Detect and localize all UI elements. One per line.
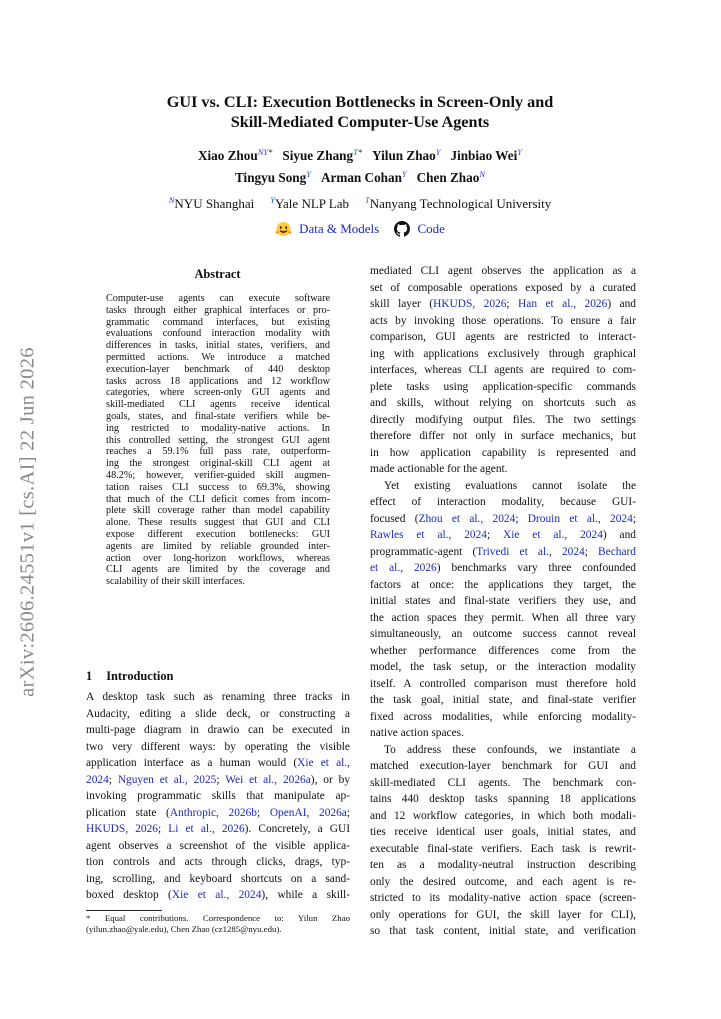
abstract-line: permitted actions. We introduce a matched <box>106 352 330 363</box>
citation-link[interactable]: Xie et al., 2024 <box>171 889 262 901</box>
text-span: tains 440 desktop tasks spanning 18 applications <box>370 793 636 805</box>
text-line <box>86 790 350 803</box>
text-line <box>370 480 636 493</box>
abstract-line: Computer-use agents can execute software <box>106 293 330 304</box>
text-span: tion controls and acts through clicks, drags, typ- <box>86 856 350 868</box>
author-name: Tingyu Song <box>234 170 307 185</box>
text-span: and 12 workflow categories, in which both modali- <box>370 809 636 822</box>
author <box>198 148 272 163</box>
text-span: whether performance differences come from the <box>370 644 636 657</box>
paper-title-line-2: Skill-Mediated Computer-Use Agents <box>230 113 490 131</box>
text-span: skill-mediated CLI agents. The benchmark con- <box>370 776 636 789</box>
text-line <box>370 628 636 641</box>
text-line <box>86 757 350 770</box>
text-line <box>86 889 350 902</box>
affiliation-mark: NY* <box>257 147 273 157</box>
text-span: ) and <box>602 529 636 541</box>
text-line <box>370 793 636 806</box>
text-line <box>370 447 636 460</box>
text-span: A desktop task such as renaming three tracks in <box>86 691 350 703</box>
citation-link[interactable]: Bechard <box>598 545 636 558</box>
text-span: matched execution-layer benchmark for GUI and <box>370 760 636 772</box>
author-name: Jinbiao Wei <box>450 148 518 163</box>
text-span: boxed desktop ( <box>86 889 172 901</box>
text-line <box>86 708 350 721</box>
text-line <box>86 807 350 820</box>
text-line <box>370 529 636 542</box>
abstract-line: 48.2%; however, verifier-guided skill augmen- <box>106 470 330 481</box>
affiliation-mark: N <box>168 195 175 205</box>
citation-link[interactable]: OpenAI, 2026a <box>269 806 347 819</box>
footnote-line: (yilun.zhao@yale.edu), Chen Zhao (cz1285@nyu.edu). <box>86 924 282 934</box>
text-line <box>86 724 350 737</box>
text-span: executable final-state verifiers. Each task is rewrit- <box>370 842 636 855</box>
text-line <box>370 463 636 476</box>
text-span: itself. A controlled comparison must therefore hold <box>370 677 636 690</box>
text-line <box>86 856 350 869</box>
text-line <box>86 823 350 836</box>
section-title: Introduction <box>106 669 174 683</box>
section-number: 1 <box>86 669 93 683</box>
arxiv-identifier-text: arXiv:2606.24551v1 [cs.AI] 22 Jun 2026 <box>16 347 39 697</box>
text-line <box>370 694 636 707</box>
citation-link[interactable]: Li et al., 2026 <box>168 823 245 835</box>
footnote-line: * Equal contributions. Correspondence to: Yilun Zhao <box>86 913 350 923</box>
author <box>235 170 311 185</box>
text-span: ; <box>515 512 528 525</box>
text-span: focused ( <box>370 512 419 525</box>
text-line <box>370 496 636 509</box>
citation-link[interactable]: Xie et al., 2024 <box>503 529 603 541</box>
author <box>450 148 522 163</box>
citation-link[interactable]: HKUDS, 2026 <box>433 298 507 310</box>
text-line <box>370 645 636 658</box>
text-line <box>370 678 636 691</box>
citation-link[interactable]: Rawles et al., 2024 <box>370 529 487 541</box>
author <box>282 148 362 163</box>
abstract-line: this controlled setting, the strongest GUI agent <box>106 434 330 446</box>
text-line <box>370 430 636 443</box>
affiliation-name: NYU Shanghai <box>174 196 255 211</box>
affiliation <box>270 196 349 211</box>
text-line <box>370 826 636 839</box>
text-span: application interface as a human would ( <box>86 757 298 769</box>
text-line <box>370 397 636 410</box>
text-line <box>370 298 636 311</box>
text-span: mediated CLI agent observes the application as a <box>370 265 636 277</box>
text-span: two very different ways: by operating the visible <box>86 740 350 753</box>
abstract-line: goals, states, and final-state verifiers while be- <box>106 411 330 422</box>
abstract-line: tasks through either graphical interfaces or pro- <box>106 304 330 316</box>
text-line <box>370 579 636 592</box>
text-span: ing, scrolling, and keyboard shortcuts on a sand- <box>86 872 350 885</box>
text-span: factors at once: the applications they target, the <box>370 578 636 591</box>
affiliation <box>365 196 551 211</box>
affiliation-mark: Y <box>401 169 407 179</box>
paper-title-line-1: GUI vs. CLI: Execution Bottlenecks in Screen-Only and <box>166 93 554 111</box>
text-line <box>370 546 636 559</box>
github-icon <box>394 221 410 237</box>
author-list-line-2 <box>80 169 640 186</box>
abstract-line: agents are limited by reliable grounded inter- <box>106 540 330 552</box>
text-line <box>370 777 636 790</box>
text-span: programmatic-agent ( <box>370 545 477 558</box>
affiliation-mark: N <box>479 169 485 179</box>
text-span: agent observes a screenshot of the visible applica- <box>86 839 350 852</box>
author-name: Xiao Zhou <box>197 148 258 163</box>
citation-link[interactable]: HKUDS, 2026 <box>86 823 158 835</box>
text-span: ; <box>216 773 226 786</box>
text-span: plication state ( <box>86 806 170 819</box>
text-span: ; <box>486 529 503 541</box>
author-name: Yilun Zhao <box>372 148 436 163</box>
text-span: ; <box>506 298 519 310</box>
text-line <box>370 414 636 427</box>
text-span: only the desired outcome, and each agent is re- <box>370 875 636 888</box>
hugging-face-icon <box>275 221 292 237</box>
text-line <box>86 840 350 853</box>
affiliation-mark: Y <box>435 147 441 157</box>
text-line <box>370 859 636 872</box>
text-span: the action spaces they permit. When all three vary <box>370 611 636 624</box>
text-span: the task goal, initial state, and final-state verifier <box>370 694 636 706</box>
author <box>372 148 440 163</box>
citation-link[interactable]: Wei et al., 2026a <box>225 773 311 786</box>
abstract-line: tasks across 18 applications and 12 workflow <box>106 375 330 387</box>
text-span: and skills, without relying on shortcuts such as <box>370 397 636 409</box>
affiliation-mark: Y <box>306 169 311 179</box>
affiliation-mark: T <box>364 195 370 205</box>
text-line <box>370 265 636 278</box>
author <box>417 170 485 185</box>
abstract-line: tation raises CLI success to 69.3%, showing <box>106 481 330 493</box>
citation-link[interactable]: 2024 <box>86 773 109 786</box>
text-span: simultaneously, an outcome success cannot reveal <box>370 628 636 640</box>
resource-links <box>80 221 640 241</box>
text-span: Yet existing evaluations cannot isolate the <box>384 479 636 492</box>
text-line <box>370 711 636 724</box>
text-span: ; <box>257 806 270 819</box>
text-span: invoking programmatic skills that manipulate ap- <box>86 790 350 802</box>
text-span: Audacity, editing a slide deck, or constructing a <box>86 707 350 720</box>
affiliation-name: Nanyang Technological University <box>369 196 552 211</box>
text-line <box>86 741 350 754</box>
footnote-rule <box>86 910 162 911</box>
text-span: ; <box>584 545 599 558</box>
text-span: interfaces, whereas CLI agents are required to com- <box>370 364 636 376</box>
text-span: made actionable for the agent. <box>370 463 508 475</box>
text-line <box>86 691 350 704</box>
text-span: ; <box>632 512 636 525</box>
abstract-heading: Abstract <box>194 267 241 281</box>
text-span: ; <box>346 806 351 819</box>
citation-link[interactable]: Zhou et al., 2024 <box>418 512 516 525</box>
text-span: directly modifying output files. The two settings <box>370 413 636 426</box>
author-name: Arman Cohan <box>320 170 402 185</box>
text-span: ). Concretely, a GUI <box>244 823 350 835</box>
text-line <box>370 744 636 757</box>
affiliation-mark: T* <box>353 147 363 157</box>
text-span: To address these confounds, we instantiate a <box>384 743 636 756</box>
text-span: ), while a skill- <box>261 889 350 901</box>
text-line <box>370 348 636 361</box>
text-span: set of composable operations exposed by a curated <box>370 281 636 294</box>
text-line <box>370 760 636 773</box>
text-line <box>370 331 636 344</box>
abstract-line: execution-layer benchmark of 440 desktop <box>106 363 330 375</box>
citation-link[interactable]: et al., 2026 <box>370 562 437 574</box>
text-span: ; <box>157 823 169 835</box>
text-span: only operations for GUI, the skill layer for CLI), <box>370 908 636 921</box>
text-span: model, the task setup, or the interaction modality <box>370 661 636 673</box>
abstract-line: reaches a 59.1% full pass rate, outperform- <box>106 446 330 458</box>
text-line <box>86 873 350 886</box>
text-span: acts by invoking those operations. To ensure a fair <box>370 314 636 327</box>
affiliation-mark: Y <box>270 195 275 205</box>
text-line <box>370 513 636 526</box>
abstract-line: alone. These results suggest that GUI and CLI <box>106 517 330 529</box>
author <box>321 170 407 185</box>
abstract-line: scalability of their skill interfaces. <box>106 576 245 588</box>
text-line <box>370 810 636 823</box>
text-span: ing with applications exclusively through graphical <box>370 347 636 360</box>
text-span: plete tasks using application-specific commands <box>370 380 636 393</box>
text-span: skill layer ( <box>370 298 434 310</box>
citation-link[interactable]: Trivedi et al., 2024 <box>476 545 585 558</box>
text-span: fixed across modalities, while enforcing modality- <box>370 710 636 723</box>
text-span: ) benchmarks vary three confounded <box>436 562 636 574</box>
affiliation <box>169 196 254 211</box>
text-line <box>370 612 636 625</box>
text-line <box>370 876 636 889</box>
abstract-line: that much of the CLI deficit comes from incom- <box>106 493 330 505</box>
arxiv-identifier <box>16 347 39 697</box>
text-line <box>370 925 636 938</box>
abstract-line: ing the strongest original-skill CLI agent at <box>106 458 330 470</box>
text-span: native action spaces. <box>370 727 464 739</box>
affiliation-mark: Y <box>517 147 523 157</box>
author-list-line-1 <box>80 147 640 164</box>
abstract-line: CLI agents are limited by the coverage and <box>106 564 330 576</box>
text-span: multi-page diagram in drawio can be executed in <box>86 724 350 736</box>
text-span: effect of interaction modality, because GUI- <box>370 496 636 508</box>
text-line <box>370 562 636 575</box>
text-span: initial states and final-state verifiers they use, and <box>370 595 636 607</box>
text-span: ), or by <box>310 773 351 786</box>
text-span: therefore differ not only in surface mechanics, but <box>370 430 636 442</box>
author-name: Chen Zhao <box>416 170 480 185</box>
affiliations <box>80 195 640 212</box>
abstract-line: skill-mediated CLI agents receive identical <box>106 399 330 411</box>
text-line <box>370 282 636 295</box>
text-line <box>370 727 636 740</box>
text-line <box>370 364 636 377</box>
data-models-link[interactable] <box>275 221 379 237</box>
text-span: in how application capability is represented and <box>370 446 636 459</box>
abstract-line: categories, where screen-only GUI agents and <box>106 387 330 399</box>
text-line <box>370 892 636 905</box>
citation-link[interactable]: Drouin et al., 2024 <box>527 512 633 525</box>
citation-link[interactable]: Han et al., 2026 <box>518 298 608 310</box>
abstract-line: ing restricted to modality-native actions. In <box>106 422 330 434</box>
code-link[interactable] <box>394 221 444 237</box>
abstract-line: differences in tasks, initial states, verifiers, and <box>106 340 330 352</box>
affiliation-name: Yale NLP Lab <box>274 196 349 211</box>
text-line <box>370 661 636 674</box>
abstract-line: plete skill coverage rather than model capability <box>106 505 330 517</box>
text-span: ; <box>108 773 118 786</box>
text-span: so that task content, initial state, and verification <box>370 925 636 937</box>
section-heading-introduction <box>86 669 173 684</box>
text-span: comparison, GUI agents are restricted to interact- <box>370 331 636 343</box>
abstract-line: action over long-horizon workflows, whereas <box>106 552 330 564</box>
text-line <box>370 843 636 856</box>
data-models-label: Data & Models <box>299 221 380 236</box>
code-label: Code <box>417 221 445 236</box>
text-line <box>370 381 636 394</box>
citation-link[interactable]: Anthropic, 2026b <box>169 806 257 819</box>
text-line <box>370 595 636 608</box>
text-span: ten as a modality-neutral instruction describing <box>370 859 636 871</box>
text-line <box>370 315 636 328</box>
text-span: stricted to its modality-native action space (screen- <box>370 892 636 904</box>
citation-link[interactable]: Xie et al., <box>297 757 350 769</box>
citation-link[interactable]: Nguyen et al., 2025 <box>117 773 217 786</box>
text-line <box>370 909 636 922</box>
abstract-line: evaluations confound interaction modality with <box>106 328 330 340</box>
abstract-line: expose different execution bottlenecks: GUI <box>106 529 330 540</box>
abstract-line: grammatic command interfaces, but existing <box>106 316 330 328</box>
author-name: Siyue Zhang <box>282 148 354 163</box>
text-line <box>86 774 350 787</box>
text-span: ties receive identical user goals, initial states, and <box>370 826 636 838</box>
text-span: ) and <box>607 298 637 310</box>
